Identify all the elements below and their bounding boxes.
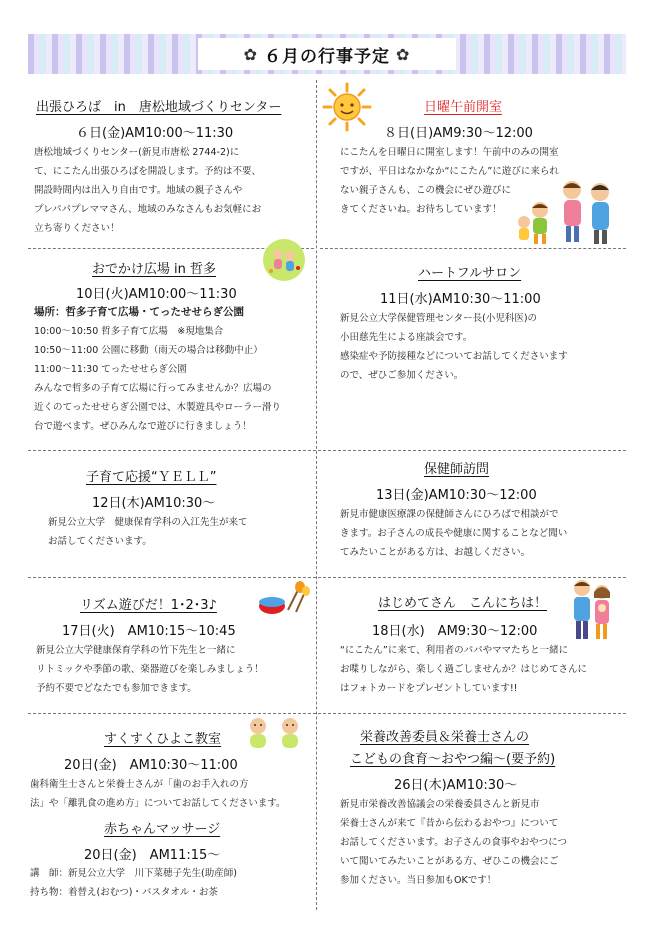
event-description: 新見公立大学健康保育学科の竹下先生と一緒に リトミックや季節の歌、楽器遊びを楽しみましょう！ 予約不要でどなたでも参加できます。: [36, 645, 264, 694]
event-time: 20日(金) AM10:30～11:00: [64, 758, 238, 773]
event-place: 場所：哲多子育て広場・てったせせらぎ公園: [34, 306, 244, 318]
parents-with-baby-icon: [568, 578, 616, 642]
sun-icon: [322, 82, 372, 132]
event-time: 26日(木)AM10:30～: [394, 778, 518, 793]
family-icon: [516, 178, 616, 246]
page-title: ６月の行事予定: [264, 46, 390, 67]
event-description: 新見公立大学保健管理センター長(小児科医)の 小田慈先生による座談会です。 感染症や予防接種などについてお話してくださいます ので、ぜひご参加ください。: [340, 313, 568, 381]
event-title: 日曜午前開室: [424, 100, 503, 115]
event-description: にこたんを日曜日に開室します！午前中のみの開室 ですが、平日はなかなか“にこたん”に遊びに来られ ない親子さんも、この機会にぜひ遊びに きてくださいね。お待ちしています！: [340, 147, 559, 215]
event-time: 17日(火) AM10:15～10:45: [62, 624, 236, 639]
event-title: 赤ちゃんマッサージ: [104, 822, 221, 837]
musical-instruments-icon: [258, 580, 310, 616]
event-time: 11日(水)AM10:30～11:00: [380, 292, 541, 307]
event-description: 場所：哲多子育て広場・てったせせらぎ公園 10:00～10:50 哲多子育て広場 ※現地集合 10:50～11:00 公園に移動（雨天の場合は移動中止） 11:00～11:30 てったせせらぎ公園 みんなで哲多の子育て広場に行ってみませんか？広場の 近くのてったせせらぎ公園では、木製遊具やローラー滑り 台で遊べます。ぜひみんなで遊びに行きましょう！: [34, 303, 281, 436]
event-time: ６日(金)AM10:00～11:30: [76, 126, 234, 141]
event-time: 13日(金)AM10:30～12:00: [376, 488, 537, 503]
column-divider: [316, 80, 317, 910]
row-divider: [28, 577, 626, 578]
flower-icon: ✿: [396, 44, 411, 64]
title-box: [198, 38, 456, 70]
event-time: 12日(木)AM10:30～: [92, 496, 216, 511]
event-description: 講 師：新見公立大学 川下菜穂子先生(助産師) 持ち物：着替え(おむつ)・バスタオル・お茶: [30, 868, 237, 898]
event-title: リズム遊びだ！1･2･3♪: [80, 598, 217, 613]
event-title: 保健師訪問: [424, 462, 490, 477]
event-time: 18日(水) AM9:30～12:00: [372, 624, 538, 639]
row-divider: [28, 713, 626, 714]
row-divider: [320, 248, 626, 249]
row-divider: [28, 450, 626, 451]
event-title: ハートフルサロン: [418, 266, 522, 281]
event-title: すくすくひよこ教室: [104, 732, 222, 747]
flower-icon: ✿: [243, 44, 258, 64]
title-banner: [28, 34, 626, 74]
event-title: 子育て応援“ＹＥＬＬ”: [86, 470, 217, 485]
event-title: 栄養改善委員＆栄養士さんの: [360, 730, 530, 745]
event-title: はじめてさん こんにちは！: [378, 596, 548, 611]
children-playing-icon: [262, 238, 306, 282]
event-description: 歯科衛生士さんと栄養士さんが「歯のお手入れの方 法」や「離乳食の進め方」についてお話してくださいます。: [30, 779, 286, 809]
event-time: 20日(金) AM11:15～: [84, 848, 221, 863]
babies-icon: [244, 716, 308, 752]
event-title: 出張ひろば in 唐松地域づくりセンター: [36, 100, 282, 115]
event-time: 10日(火)AM10:00～11:30: [76, 287, 237, 302]
event-description: 新見市健康医療課の保健師さんにひろばで相談がで きます。お子さんの成長や健康に関することなど聞い てみたいことがある方は、お越しください。: [340, 509, 568, 558]
event-title-line2: こどもの食育～おやつ編～(要予約): [350, 752, 556, 767]
event-description: “にこたん”に来て、利用者のパパやママたちと一緒に お喋りしながら、楽しく過ごしませんか？はじめてさんに はフォトカードをプレゼントしています!!: [340, 645, 588, 694]
event-title: おでかけ広場 in 哲多: [92, 262, 216, 277]
event-time: ８日(日)AM9:30～12:00: [384, 126, 533, 141]
event-description: 唐松地域づくりセンター(新見市唐松 2744-2)に て、にこたん出張ひろばを開設します。予約は不要、 開設時間内は出入り自由です。地域の親子さんや プレパパプレママさん、地域のみなさんもお気軽にお 立ち寄りください！: [34, 147, 262, 234]
event-description: 新見市栄養改善協議会の栄養委員さんと新見市 栄養士さんが来て『昔から伝わるおやつ』について お話してくださいます。お子さんの食事やおやつにつ いて聞いてみたいことがある方、ぜひこの機会にご 参加ください。当日参加もOKです！: [340, 799, 568, 886]
event-description: 新見公立大学 健康保育学科の入江先生が来て お話してくださいます。: [48, 517, 248, 547]
